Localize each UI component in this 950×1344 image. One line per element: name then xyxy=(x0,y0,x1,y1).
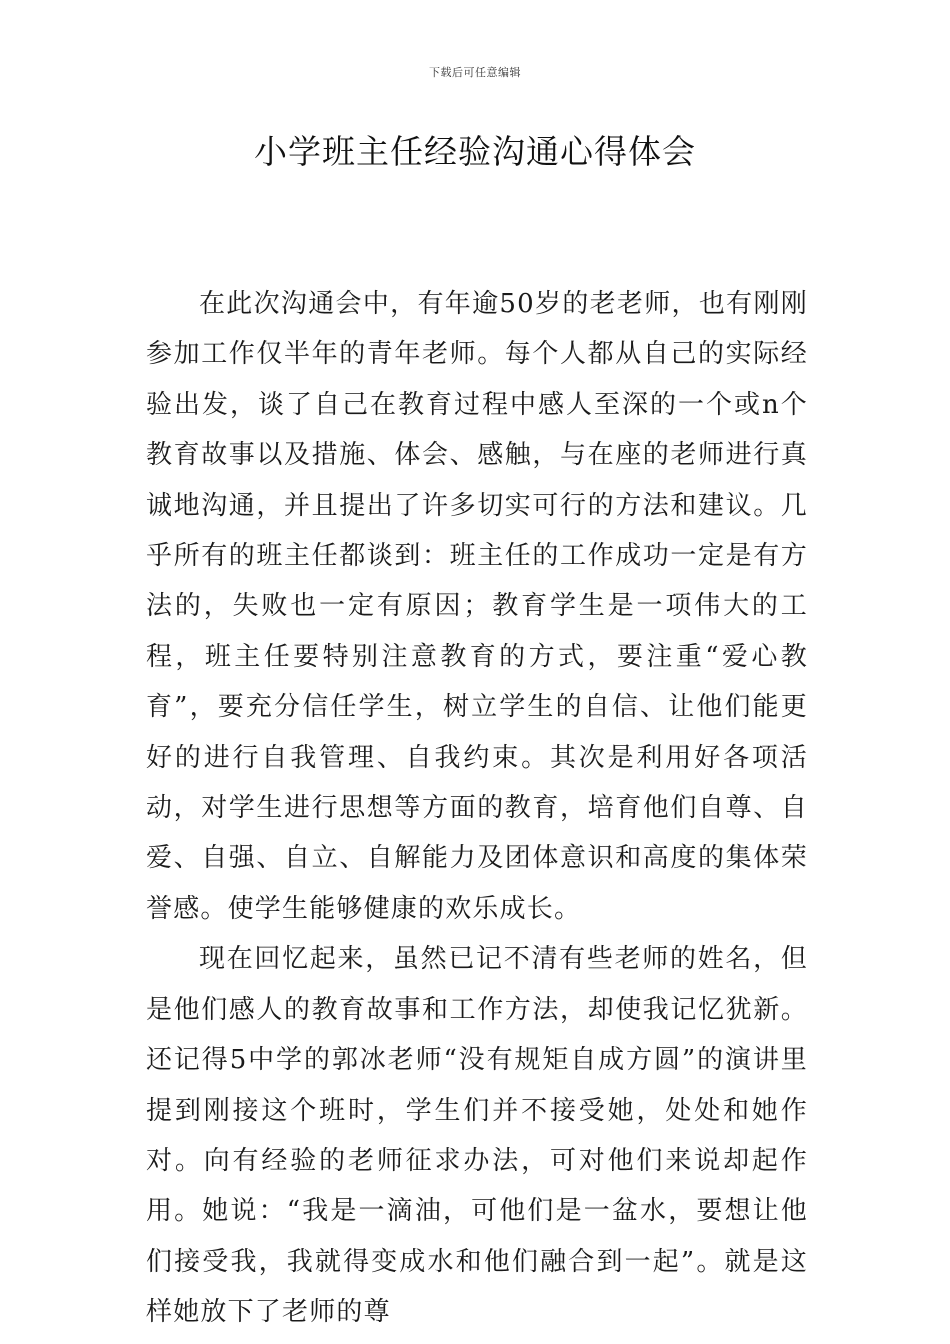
document-title: 小学班主任经验沟通心得体会 xyxy=(254,132,696,171)
header-note: 下载后可任意编辑 xyxy=(429,66,521,79)
document-body xyxy=(146,279,808,1338)
paragraph-2: 现在回忆起来，虽然已记不清有些老师的姓名，但是他们感人的教育故事和工作方法，却使我记忆犹新。还记得5中学的郭冰老师“没有规矩自成方圆”的演讲里提到刚接这个班时，学生们并不接受她，处处和她作对。向有经验的老师征求办法，可对他们来说却起作用。她说：“我是一滴油，可他们是一盆水，要想让他们接受我，我就得变成水和他们融合到一起”。就是这样她放下了老师的尊 xyxy=(146,944,808,1328)
paragraph-1: 在此次沟通会中，有年逾50岁的老老师，也有刚刚参加工作仅半年的青年老师。每个人都从自己的实际经验出发，谈了自己在教育过程中感人至深的一个或n个教育故事以及措施、体会、感触，与在座的老师进行真诚地沟通，并且提出了许多切实可行的方法和建议。几乎所有的班主任都谈到：班主任的工作成功一定是有方法的，失败也一定有原因；教育学生是一项伟大的工程，班主任要特别注意教育的方式，要注重“爱心教育”，要充分信任学生，树立学生的自信、让他们能更好的进行自我管理、自我约束。其次是利用好各项活动，对学生进行思想等方面的教育，培育他们自尊、自爱、自强、自立、自解能力及团体意识和高度的集体荣誉感。使学生能够健康的欢乐成长。 xyxy=(146,289,808,924)
